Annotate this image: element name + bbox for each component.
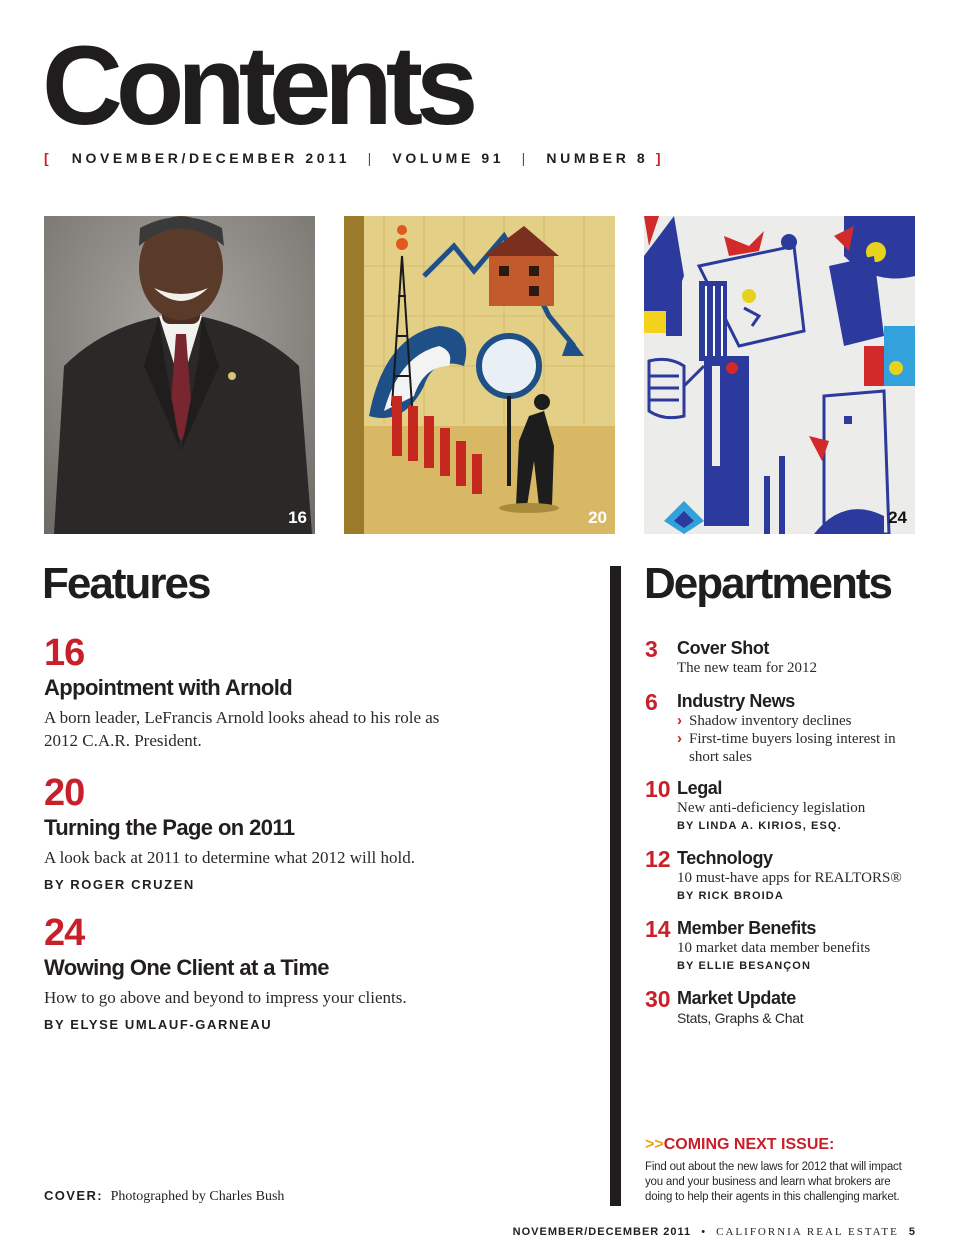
issue-date: NOVEMBER/DECEMBER 2011 xyxy=(71,150,351,166)
feature-page-number: 20 xyxy=(44,772,85,814)
department-subtitle: New anti-deficiency legislation xyxy=(677,799,866,816)
feature-title[interactable]: Appointment with Arnold xyxy=(44,675,293,700)
department-item[interactable] xyxy=(645,848,925,902)
department-item[interactable] xyxy=(645,778,925,832)
department-title[interactable]: Technology xyxy=(677,848,773,868)
issue-info xyxy=(44,150,664,166)
feature-description: A born leader, LeFrancis Arnold looks ahead to his role as 2012 C.A.R. President. xyxy=(44,708,440,751)
department-byline: BY LINDA A. KIRIOS, ESQ. xyxy=(677,819,842,832)
department-byline: BY RICK BROIDA xyxy=(677,889,784,902)
news-bullet xyxy=(677,730,925,766)
separator: | xyxy=(521,150,529,166)
bracket-open: [ xyxy=(44,150,53,166)
department-page-number: 14 xyxy=(645,916,671,942)
feature-photo-market[interactable] xyxy=(344,216,615,534)
footer-magazine: CALIFORNIA REAL ESTATE xyxy=(716,1226,899,1238)
department-item[interactable] xyxy=(645,988,925,1027)
page-title: Contents xyxy=(42,23,472,148)
feature-description: A look back at 2011 to determine what 2012 will hold. xyxy=(44,848,415,868)
news-bullet xyxy=(677,712,925,730)
feature-description: How to go above and beyond to impress your clients. xyxy=(44,988,407,1008)
features-heading: Features xyxy=(42,559,210,608)
clients-illustration xyxy=(644,216,915,534)
feature-page-number: 24 xyxy=(44,912,85,954)
cover-credit xyxy=(44,1188,284,1205)
feature-photo-portrait[interactable] xyxy=(44,216,315,534)
department-subtitle: 10 market data member benefits xyxy=(677,939,871,956)
department-item[interactable] xyxy=(645,638,925,677)
photo-page-number: 24 xyxy=(888,508,907,527)
footer-bullet: • xyxy=(701,1226,707,1238)
feature-item[interactable] xyxy=(44,914,464,1032)
double-chevron-icon: >> xyxy=(645,1136,664,1153)
footer-issue: NOVEMBER/DECEMBER 2011 xyxy=(512,1226,692,1238)
coming-next-heading: >>COMING NEXT ISSUE: xyxy=(645,1136,835,1153)
feature-byline: BY ROGER CRUZEN xyxy=(44,877,195,893)
feature-item[interactable] xyxy=(44,634,464,752)
department-title[interactable]: Industry News xyxy=(677,691,795,711)
coming-next-text: Find out about the new laws for 2012 that will impact you and your business and learn what brokers are doing to help their agents in this challenging market. xyxy=(645,1161,902,1203)
department-subtitle: 10 must-have apps for REALTORS® xyxy=(677,869,902,886)
bullet-text: Shadow inventory declines xyxy=(689,712,852,729)
department-title[interactable]: Member Benefits xyxy=(677,918,817,938)
department-subtitle: The new team for 2012 xyxy=(677,659,817,676)
issue-volume: VOLUME 91 xyxy=(392,150,505,166)
coming-next-box xyxy=(645,1136,920,1205)
cover-credit-label: COVER: xyxy=(44,1188,103,1203)
department-page-number: 30 xyxy=(645,986,671,1012)
page-footer xyxy=(513,1226,916,1238)
departments-heading: Departments xyxy=(644,559,891,608)
department-page-number: 12 xyxy=(645,846,671,872)
bracket-close: ] xyxy=(655,150,665,166)
bullet-text: First-time buyers losing interest in short sales xyxy=(689,730,896,765)
separator: | xyxy=(367,150,375,166)
department-item[interactable] xyxy=(645,918,925,972)
feature-page-number: 16 xyxy=(44,632,85,674)
photo-page-number: 20 xyxy=(588,508,607,527)
department-title[interactable]: Cover Shot xyxy=(677,638,770,658)
department-subtitle: Stats, Graphs & Chat xyxy=(677,1009,804,1026)
issue-number: NUMBER 8 xyxy=(546,150,649,166)
chevron-right-icon: › xyxy=(677,711,682,729)
market-illustration xyxy=(344,216,615,534)
department-title[interactable]: Legal xyxy=(677,778,723,798)
department-item[interactable] xyxy=(645,691,925,766)
department-title[interactable]: Market Update xyxy=(677,988,796,1008)
column-divider xyxy=(610,566,621,1206)
department-byline: BY ELLIE BESANÇON xyxy=(677,959,812,972)
department-page-number: 10 xyxy=(645,776,671,802)
photo-page-number: 16 xyxy=(288,508,307,527)
feature-item[interactable] xyxy=(44,774,464,892)
feature-photo-clients[interactable] xyxy=(644,216,915,534)
department-page-number: 6 xyxy=(645,689,658,715)
chevron-right-icon: › xyxy=(677,729,682,747)
feature-byline: BY ELYSE UMLAUF-GARNEAU xyxy=(44,1017,273,1033)
feature-title[interactable]: Turning the Page on 2011 xyxy=(44,815,295,840)
portrait-image xyxy=(44,216,315,534)
feature-title[interactable]: Wowing One Client at a Time xyxy=(44,955,329,980)
cover-credit-text: Photographed by Charles Bush xyxy=(110,1189,285,1204)
footer-page-number: 5 xyxy=(908,1226,916,1238)
department-page-number: 3 xyxy=(645,636,658,662)
